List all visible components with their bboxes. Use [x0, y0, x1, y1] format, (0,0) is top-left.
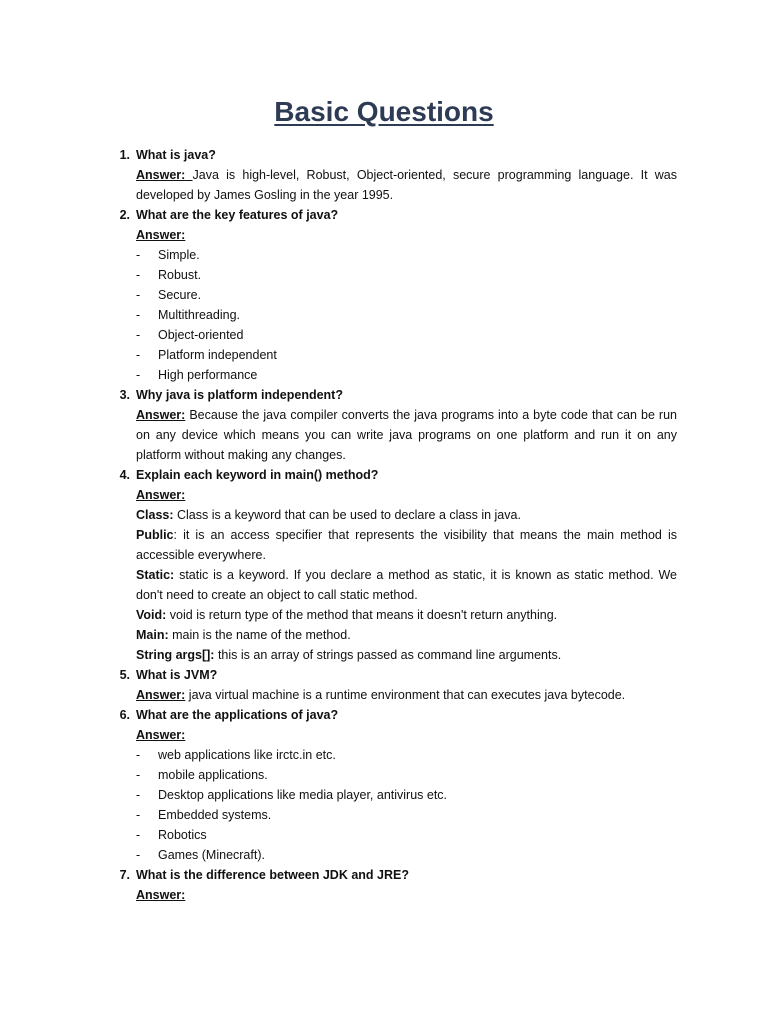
- list-item-text: Games (Minecraft).: [158, 848, 265, 862]
- question-text: What are the key features of java?: [136, 208, 339, 222]
- keyword-desc: : it is an access specifier that represents the visibility that means the main method is accessible everywhere.: [136, 528, 677, 562]
- dash-bullet: -: [136, 328, 141, 342]
- question-2: [108, 205, 677, 385]
- list-item: [136, 785, 677, 805]
- keyword-static: [136, 565, 677, 605]
- question-number: 1.: [119, 148, 130, 162]
- answer-label: Answer:: [136, 728, 186, 742]
- dash-bullet: -: [136, 348, 141, 362]
- answer-label: Answer:: [136, 408, 186, 422]
- list-item: [136, 765, 677, 785]
- list-item-text: Simple.: [158, 248, 200, 262]
- answer-paragraph: [136, 405, 677, 465]
- list-item-text: Robotics: [158, 828, 207, 842]
- keyword-desc: void is return type of the method that means it doesn't return anything.: [166, 608, 558, 622]
- question-number: 7.: [119, 868, 130, 882]
- answer-label: Answer:: [136, 688, 186, 702]
- keyword-desc: this is an array of strings passed as command line arguments.: [214, 648, 562, 662]
- question-number: 6.: [119, 708, 130, 722]
- list-item: [136, 265, 677, 285]
- keyword-desc: static is a keyword. If you declare a method as static, it is known as static method. We don't need to create an object to call static method.: [136, 568, 677, 602]
- keyword-term: Static:: [136, 568, 175, 582]
- answer-text: java virtual machine is a runtime environment that can executes java bytecode.: [185, 688, 626, 702]
- dash-bullet: -: [136, 248, 141, 262]
- answer-label: Answer:: [136, 888, 186, 902]
- list-item-text: Robust.: [158, 268, 202, 282]
- list-item-text: Platform independent: [158, 348, 277, 362]
- list-item-text: Secure.: [158, 288, 202, 302]
- list-item-text: Multithreading.: [158, 308, 240, 322]
- keyword-term: String args[]:: [136, 648, 215, 662]
- keyword-class: [136, 505, 677, 525]
- keyword-desc: Class is a keyword that can be used to declare a class in java.: [173, 508, 521, 522]
- dash-bullet: -: [136, 768, 141, 782]
- list-item: [136, 285, 677, 305]
- keyword-void: [136, 605, 677, 625]
- question-1: [108, 145, 677, 205]
- question-4: [108, 465, 677, 665]
- dash-bullet: -: [136, 748, 141, 762]
- page-title: Basic Questions: [274, 96, 494, 127]
- keyword-term: Class:: [136, 508, 174, 522]
- keyword-term: Public: [136, 528, 174, 542]
- question-text: Why java is platform independent?: [136, 388, 343, 402]
- answer-text: Java is high-level, Robust, Object-oriented, secure programming language. It was developed by James Gosling in the year 1995.: [136, 168, 678, 202]
- question-number: 3.: [119, 388, 130, 402]
- dash-bullet: -: [136, 788, 141, 802]
- answer-paragraph: [136, 165, 677, 205]
- question-number: 2.: [119, 208, 130, 222]
- list-item-text: High performance: [158, 368, 258, 382]
- list-item: [136, 345, 677, 365]
- keyword-public: [136, 525, 677, 565]
- list-item: [136, 805, 677, 825]
- applications-list: [136, 745, 677, 865]
- answer-label: Answer:: [136, 488, 186, 502]
- list-item: [136, 845, 677, 865]
- answer-label: Answer:: [136, 168, 193, 182]
- dash-bullet: -: [136, 808, 141, 822]
- keyword-desc: main is the name of the method.: [168, 628, 351, 642]
- list-item-text: mobile applications.: [158, 768, 268, 782]
- answer-label: Answer:: [136, 228, 186, 242]
- answer-label-line: [136, 885, 677, 905]
- keyword-term: Void:: [136, 608, 167, 622]
- list-item: [136, 245, 677, 265]
- question-list: [108, 145, 677, 905]
- list-item-text: Object-oriented: [158, 328, 244, 342]
- answer-label-line: [136, 485, 677, 505]
- answer-paragraph: [136, 685, 677, 705]
- question-text: What is the difference between JDK and JRE?: [136, 868, 409, 882]
- question-5: [108, 665, 677, 705]
- list-item: [136, 365, 677, 385]
- list-item: [136, 305, 677, 325]
- list-item-text: web applications like irctc.in etc.: [158, 748, 336, 762]
- question-text: What is JVM?: [136, 668, 218, 682]
- question-number: 4.: [119, 468, 130, 482]
- question-text: What are the applications of java?: [136, 708, 339, 722]
- question-7: [108, 865, 677, 905]
- keyword-term: Main:: [136, 628, 169, 642]
- answer-text: Because the java compiler converts the java programs into a byte code that can be run on any device which means you can write java programs on one platform and run it on any platform without making any changes.: [136, 408, 677, 462]
- list-item: [136, 325, 677, 345]
- question-text: What is java?: [136, 148, 216, 162]
- list-item-text: Embedded systems.: [158, 808, 272, 822]
- dash-bullet: -: [136, 368, 141, 382]
- keyword-string-args: [136, 645, 677, 665]
- question-number: 5.: [119, 668, 130, 682]
- answer-label-line: [136, 725, 677, 745]
- question-3: [108, 385, 677, 465]
- dash-bullet: -: [136, 288, 141, 302]
- dash-bullet: -: [136, 828, 141, 842]
- dash-bullet: -: [136, 268, 141, 282]
- question-6: [108, 705, 677, 865]
- dash-bullet: -: [136, 308, 141, 322]
- list-item: [136, 825, 677, 845]
- list-item-text: Desktop applications like media player, antivirus etc.: [158, 788, 448, 802]
- keyword-main: [136, 625, 677, 645]
- dash-bullet: -: [136, 848, 141, 862]
- feature-list: [136, 245, 677, 385]
- question-text: Explain each keyword in main() method?: [136, 468, 379, 482]
- list-item: [136, 745, 677, 765]
- answer-label-line: [136, 225, 677, 245]
